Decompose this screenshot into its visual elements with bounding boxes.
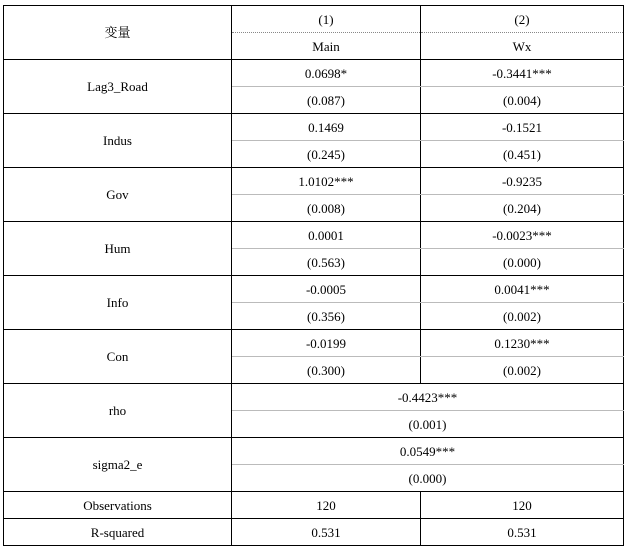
- variable-name: Hum: [4, 222, 232, 276]
- footer-main-value: 0.531: [232, 519, 421, 546]
- variable-name: Con: [4, 330, 232, 384]
- table-row: [4, 168, 624, 195]
- table-row: [4, 330, 624, 357]
- variable-name: Gov: [4, 168, 232, 222]
- col1-number: (1): [232, 6, 421, 33]
- variable-header: 变量: [4, 6, 232, 60]
- col1-name: Main: [232, 33, 421, 60]
- wx-coefficient: -0.0023***: [421, 222, 624, 249]
- variable-name: sigma2_e: [4, 438, 232, 492]
- main-coefficient: -0.0199: [232, 330, 421, 357]
- footer-main-value: 120: [232, 492, 421, 519]
- wx-pvalue: (0.204): [421, 195, 624, 222]
- wx-pvalue: (0.451): [421, 141, 624, 168]
- main-pvalue: (0.300): [232, 357, 421, 384]
- main-coefficient: 0.0698*: [232, 60, 421, 87]
- main-coefficient: 0.0001: [232, 222, 421, 249]
- table-row: [4, 276, 624, 303]
- wx-pvalue: (0.002): [421, 357, 624, 384]
- main-pvalue: (0.008): [232, 195, 421, 222]
- variable-name: rho: [4, 384, 232, 438]
- wx-pvalue: (0.000): [421, 249, 624, 276]
- main-coefficient: 0.1469: [232, 114, 421, 141]
- table-row: [4, 222, 624, 249]
- spatial-coefficient: 0.0549***: [232, 438, 624, 465]
- variable-name: Indus: [4, 114, 232, 168]
- main-coefficient: -0.0005: [232, 276, 421, 303]
- wx-coefficient: -0.9235: [421, 168, 624, 195]
- wx-coefficient: 0.1230***: [421, 330, 624, 357]
- wx-coefficient: -0.3441***: [421, 60, 624, 87]
- wx-pvalue: (0.002): [421, 303, 624, 330]
- wx-coefficient: -0.1521: [421, 114, 624, 141]
- footer-wx-value: 120: [421, 492, 624, 519]
- footer-wx-value: 0.531: [421, 519, 624, 546]
- table-row: [4, 492, 624, 519]
- main-coefficient: 1.0102***: [232, 168, 421, 195]
- regression-results-table: [3, 5, 624, 546]
- footer-label: Observations: [4, 492, 232, 519]
- table-row: [4, 384, 624, 411]
- wx-coefficient: 0.0041***: [421, 276, 624, 303]
- table-row: [4, 114, 624, 141]
- variable-name: Info: [4, 276, 232, 330]
- main-pvalue: (0.563): [232, 249, 421, 276]
- table-row: [4, 519, 624, 546]
- col2-number: (2): [421, 6, 624, 33]
- spatial-pvalue: (0.001): [232, 411, 624, 438]
- main-pvalue: (0.245): [232, 141, 421, 168]
- footer-label: R-squared: [4, 519, 232, 546]
- spatial-coefficient: -0.4423***: [232, 384, 624, 411]
- table-row: [4, 438, 624, 465]
- spatial-pvalue: (0.000): [232, 465, 624, 492]
- header-row-numbers: [4, 6, 624, 33]
- table-row: [4, 60, 624, 87]
- main-pvalue: (0.356): [232, 303, 421, 330]
- variable-name: Lag3_Road: [4, 60, 232, 114]
- main-pvalue: (0.087): [232, 87, 421, 114]
- col2-name: Wx: [421, 33, 624, 60]
- wx-pvalue: (0.004): [421, 87, 624, 114]
